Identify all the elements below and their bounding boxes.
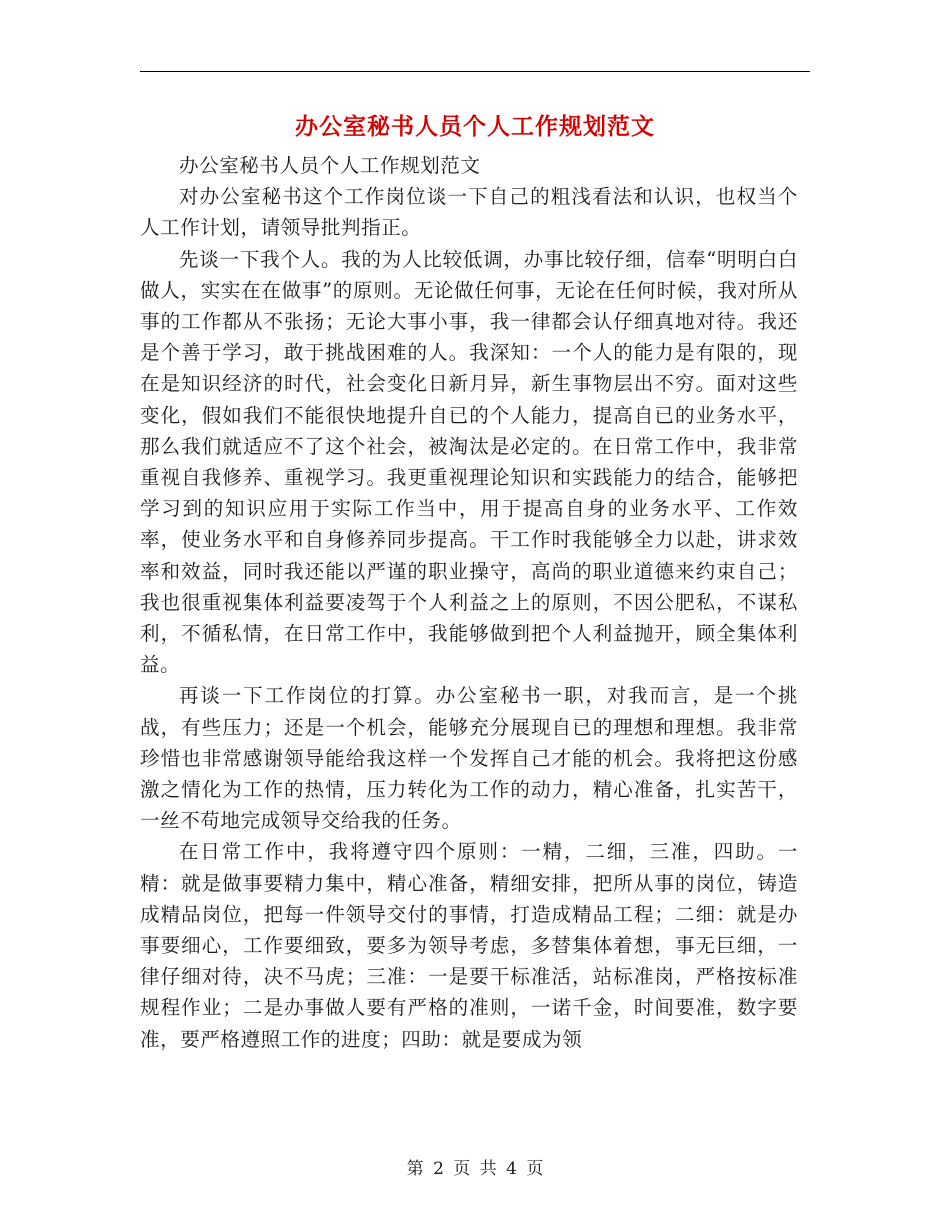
paragraph: 在日常工作中，我将遵守四个原则：一精，二细，三准，四助。一精：就是做事要精力集中，精心准备，精细安排，把所从事的岗位，铸造成精品岗位，把每一件领导交付的事情，打造成精品工程；二细：就是办事要细心，工作要细致，要多为领导考虑，多替集体着想，事无巨细，一律仔细对待，决不马虎；三准：一是要干标准活，站标准岗，严格按标准规程作业；二是办事做人要有严格的准则，一诺千金，时间要准，数字要准，要严格遵照工作的进度；四助：就是要成为领: [140, 840, 798, 1051]
paragraph: 办公室秘书人员个人工作规划范文: [179, 154, 481, 177]
paragraph: 再谈一下工作岗位的打算。办公室秘书一职，对我而言，是一个挑战，有些压力；还是一个机会，能够充分展现自已的理想和理想。我非常珍惜也非常感谢领导能给我这样一个发挥自己才能的机会。我将把这份感激之情化为工作的热情，压力转化为工作的动力，精心准备，扎实苦干，一丝不苟地完成领导交给我的任务。: [140, 684, 798, 833]
document-body: [140, 150, 798, 1055]
paragraph: 先谈一下我个人。我的为人比较低调，办事比较仔细，信奉“明明白白做人，实实在在做事”的原则。无论做任何事，无论在任何时候，我对所从事的工作都从不张扬；无论大事小事，我一律都会认仔细真地对待。我还是个善于学习，敢于挑战困难的人。我深知：一个人的能力是有限的，现在是知识经济的时代，社会变化日新月异，新生事物层出不穷。面对这些变化，假如我们不能很快地提升自已的个人能力，提高自已的业务水平，那么我们就适应不了这个社会，被淘汰是必定的。在日常工作中，我非常重视自我修养、重视学习。我更重视理论知识和实践能力的结合，能够把学习到的知识应用于实际工作当中，用于提高自身的业务水平、工作效率，使业务水平和自身修养同步提高。干工作时我能够全力以赴，讲求效率和效益，同时我还能以严谨的职业操守，高尚的职业道德来约束自己；我也很重视集体利益要凌驾于个人利益之上的原则，不因公肥私，不谋私利，不循私情，在日常工作中，我能够做到把个人利益抛开，顾全集体利益。: [140, 247, 798, 677]
paragraph: 对办公室秘书这个工作岗位谈一下自己的粗浅看法和认识，也权当个人工作计划，请领导批判指正。: [140, 185, 798, 240]
header-rule: [140, 71, 810, 72]
page-number-footer: 第 2 页 共 4 页: [406, 1159, 544, 1179]
document-title: 办公室秘书人员个人工作规划范文: [295, 113, 655, 140]
